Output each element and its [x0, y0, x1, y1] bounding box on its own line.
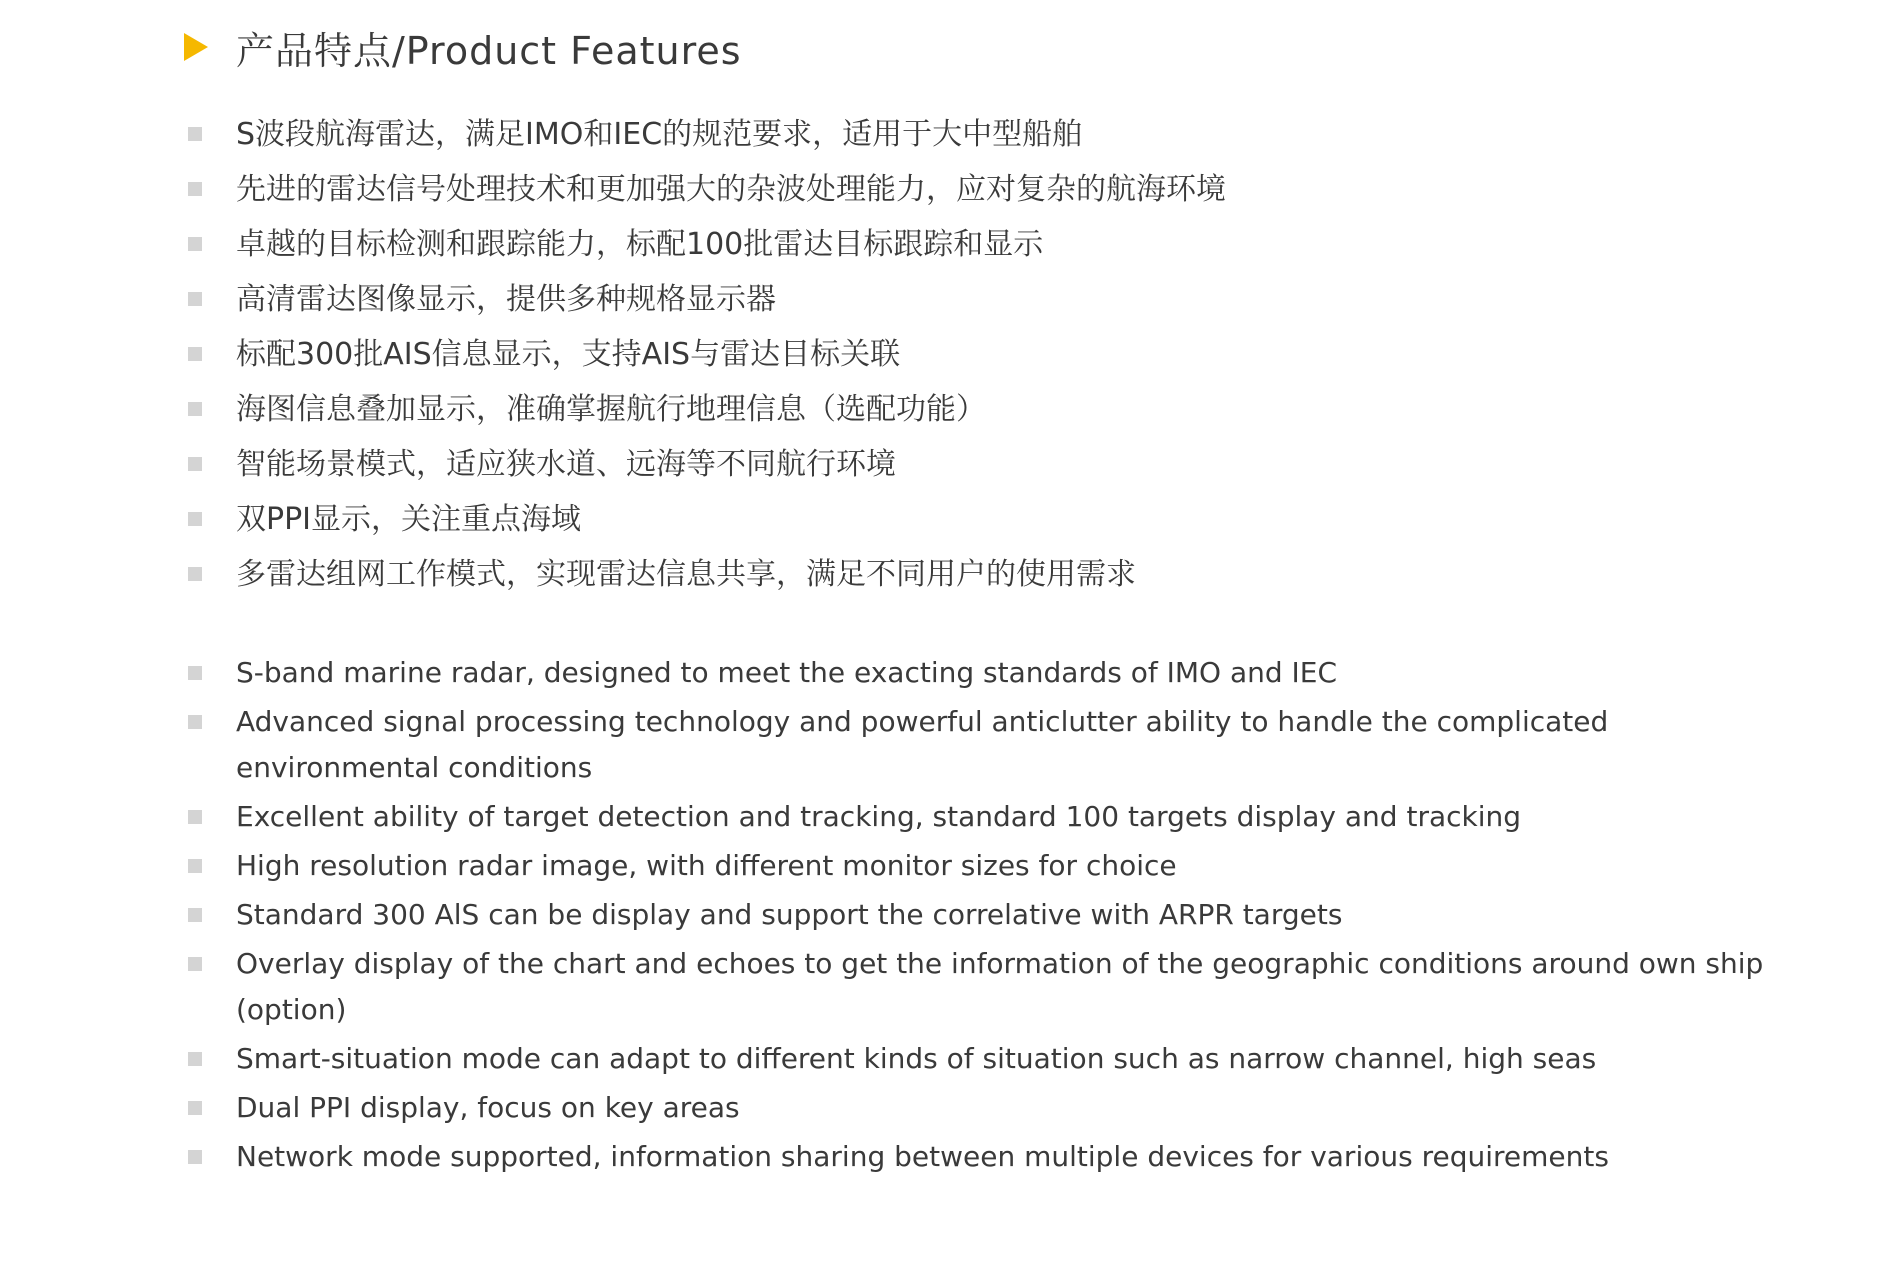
- list-item-text: 标配300批AIS信息显示，支持AIS与雷达目标关联: [236, 337, 901, 372]
- list-item: [184, 217, 1226, 272]
- list-item-text: 卓越的目标检测和跟踪能力，标配100批雷达目标跟踪和显示: [236, 227, 1044, 262]
- square-bullet-icon: [188, 237, 202, 251]
- square-bullet-icon: [188, 908, 202, 922]
- list-item-text: 多雷达组网工作模式，实现雷达信息共享，满足不同用户的使用需求: [236, 557, 1136, 592]
- list-item-text: 海图信息叠加显示，准确掌握航行地理信息（选配功能）: [236, 392, 986, 427]
- list-item: [184, 843, 1776, 889]
- section-header: [184, 22, 742, 72]
- square-bullet-icon: [188, 182, 202, 196]
- list-item-text: High resolution radar image, with different monitor sizes for choice: [236, 849, 1177, 882]
- section-title: 产品特点/Product Features: [236, 28, 742, 73]
- list-item: [184, 650, 1776, 696]
- list-item: [184, 941, 1776, 1033]
- list-item-text: Overlay display of the chart and echoes to get the information of the geographic conditions around own ship (option): [236, 947, 1764, 1026]
- square-bullet-icon: [188, 567, 202, 581]
- list-item: [184, 437, 1226, 492]
- square-bullet-icon: [188, 1101, 202, 1115]
- list-item: [184, 547, 1226, 602]
- list-item: [184, 794, 1776, 840]
- list-item-text: Smart-situation mode can adapt to different kinds of situation such as narrow channel, high seas: [236, 1042, 1597, 1075]
- list-item-text: S-band marine radar, designed to meet the exacting standards of IMO and IEC: [236, 656, 1338, 689]
- square-bullet-icon: [188, 859, 202, 873]
- list-item: [184, 492, 1226, 547]
- list-item: [184, 107, 1226, 162]
- list-item: [184, 162, 1226, 217]
- list-item-text: 先进的雷达信号处理技术和更加强大的杂波处理能力，应对复杂的航海环境: [236, 172, 1226, 207]
- list-item-text: Advanced signal processing technology and powerful anticlutter ability to handle the complicated environmental conditions: [236, 705, 1609, 784]
- square-bullet-icon: [188, 292, 202, 306]
- list-item-text: Network mode supported, information sharing between multiple devices for various requirements: [236, 1140, 1609, 1173]
- square-bullet-icon: [188, 666, 202, 680]
- list-item: [184, 327, 1226, 382]
- square-bullet-icon: [188, 127, 202, 141]
- square-bullet-icon: [188, 715, 202, 729]
- list-item: [184, 1036, 1776, 1082]
- square-bullet-icon: [188, 512, 202, 526]
- square-bullet-icon: [188, 402, 202, 416]
- list-item-text: 高清雷达图像显示，提供多种规格显示器: [236, 282, 776, 317]
- square-bullet-icon: [188, 347, 202, 361]
- square-bullet-icon: [188, 1052, 202, 1066]
- square-bullet-icon: [188, 1150, 202, 1164]
- list-item: [184, 272, 1226, 327]
- triangle-marker-icon: [184, 33, 208, 61]
- list-item: [184, 892, 1776, 938]
- list-item: [184, 699, 1776, 791]
- feature-list-chinese: [184, 107, 1226, 602]
- list-item: [184, 1134, 1776, 1180]
- list-item-text: Excellent ability of target detection and tracking, standard 100 targets display and tracking: [236, 800, 1522, 833]
- list-item-text: 智能场景模式，适应狭水道、远海等不同航行环境: [236, 447, 896, 482]
- list-item-text: S波段航海雷达，满足IMO和IEC的规范要求，适用于大中型船舶: [236, 117, 1083, 152]
- square-bullet-icon: [188, 457, 202, 471]
- square-bullet-icon: [188, 810, 202, 824]
- feature-list-english: [184, 650, 1776, 1183]
- list-item: [184, 1085, 1776, 1131]
- square-bullet-icon: [188, 957, 202, 971]
- list-item-text: 双PPI显示，关注重点海域: [236, 502, 582, 537]
- list-item: [184, 382, 1226, 437]
- list-item-text: Standard 300 AlS can be display and support the correlative with ARPR targets: [236, 898, 1343, 931]
- list-item-text: Dual PPI display, focus on key areas: [236, 1091, 740, 1124]
